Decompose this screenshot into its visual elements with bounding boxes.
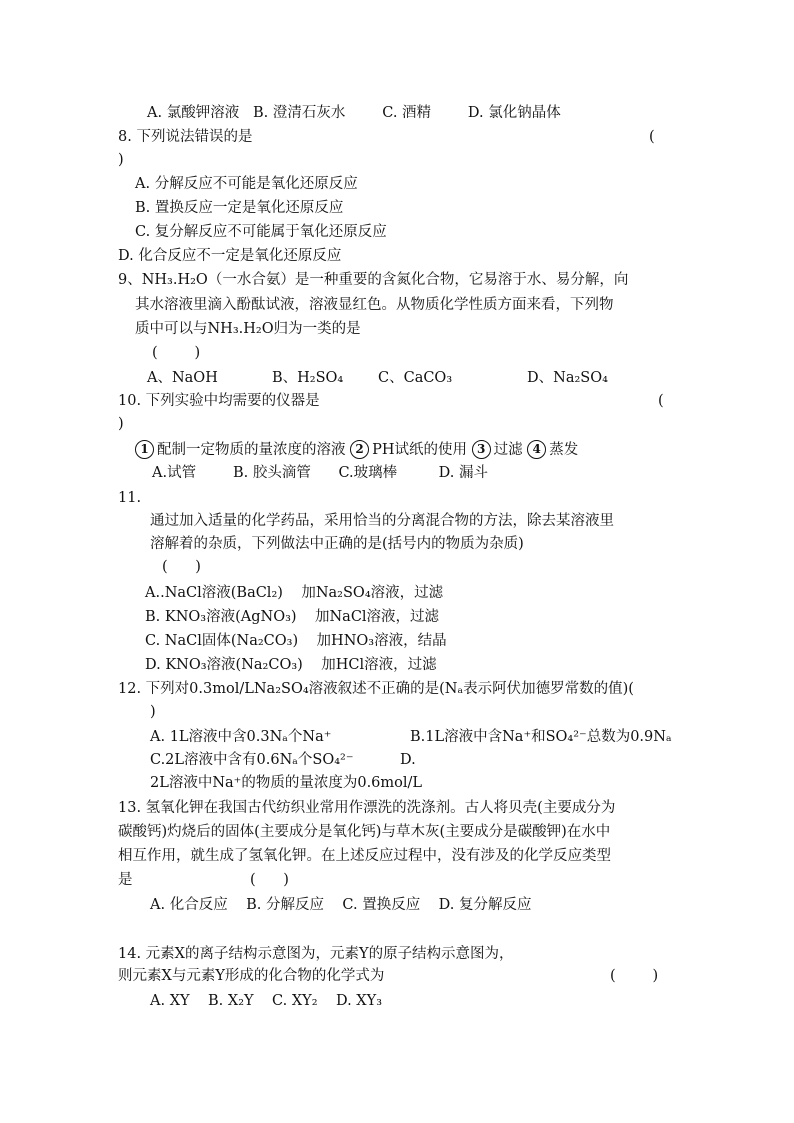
q10-items-row	[135, 440, 578, 460]
q14-options: A. XY B. X₂Y C. XY₂ D. XY₃	[150, 993, 383, 1009]
q14-answer-paren: ( )	[610, 968, 659, 984]
q9-stem-line1: 9、NH₃.H₂O（一水合氨）是一种重要的含氮化合物，它易溶于水、易分解，向	[118, 272, 629, 288]
q8-option-c: C. 复分解反应不可能属于氧化还原反应	[135, 224, 387, 240]
circled-number-2: 2	[350, 440, 369, 459]
q8-paren-open: (	[649, 129, 655, 145]
q8-option-a: A. 分解反应不可能是氧化还原反应	[135, 176, 358, 192]
q10-item-2: PH试纸的使用	[372, 442, 468, 458]
q9-option-a: A、NaOH	[147, 370, 218, 386]
q13-stem-line4: 是	[118, 872, 133, 888]
q8-option-b: B. 置换反应一定是氧化还原反应	[135, 200, 344, 216]
q11-number: 11.	[118, 490, 142, 506]
q11-option-c: C. NaCl固体(Na₂CO₃) 加HNO₃溶液，结晶	[145, 633, 447, 649]
q12-paren-close: )	[150, 704, 156, 720]
q12-option-d: 2L溶液中Na⁺的物质的量浓度为0.6mol/L	[150, 775, 423, 791]
q14-stem-line2: 则元素X与元素Y形成的化合物的化学式为	[118, 968, 385, 984]
q12-stem: 12. 下列对0.3mol/LNa₂SO₄溶液叙述不正确的是(Nₐ表示阿伏加德罗常数的值)(	[118, 681, 634, 697]
q10-paren-open: (	[658, 393, 664, 409]
q8-option-d: D. 化合反应不一定是氧化还原反应	[118, 248, 342, 264]
q11-answer-paren: ( )	[162, 559, 201, 575]
q10-stem: 10. 下列实验中均需要的仪器是	[118, 393, 320, 409]
q13-answer-paren: ( )	[250, 872, 289, 888]
circled-number-3: 3	[472, 440, 491, 459]
q10-item-3: 过滤	[493, 442, 523, 458]
q13-stem-line2: 碳酸钙)灼烧后的固体(主要成分是氧化钙)与草木灰(主要成分是碳酸钾)在水中	[118, 824, 611, 840]
q9-option-c: C、CaCO₃	[378, 370, 453, 386]
circled-number-4: 4	[527, 440, 546, 459]
q13-stem-line1: 13. 氢氧化钾在我国古代纺织业常用作漂洗的洗涤剂。古人将贝壳(主要成分为	[118, 800, 616, 816]
q9-stem-line2: 其水溶液里滴入酚酞试液，溶液显红色。从物质化学性质方面来看，下列物	[135, 297, 614, 313]
q9-stem-line3: 质中可以与NH₃.H₂O归为一类的是	[135, 321, 361, 337]
q9-option-b: B、H₂SO₄	[272, 370, 344, 386]
q11-stem-line1: 通过加入适量的化学药品，采用恰当的分离混合物的方法，除去某溶液里	[150, 513, 614, 529]
q10-item-4: 蒸发	[549, 442, 579, 458]
q11-stem-line2: 溶解着的杂质，下列做法中正确的是(括号内的物质为杂质)	[150, 536, 524, 552]
q12-option-a: A. 1L溶液中含0.3Nₐ个Na⁺	[150, 729, 332, 745]
q10-options: A.试管 B. 胶头滴管 C.玻璃棒 D. 漏斗	[152, 465, 488, 481]
q12-option-b: B.1L溶液中含Na⁺和SO₄²⁻总数为0.9Nₐ	[410, 729, 672, 745]
q8-paren-close: )	[118, 152, 124, 168]
q12-option-c: C.2L溶液中含有0.6Nₐ个SO₄²⁻	[150, 752, 354, 768]
q9-answer-paren: ( )	[152, 345, 201, 361]
q13-options: A. 化合反应 B. 分解反应 C. 置换反应 D. 复分解反应	[150, 897, 532, 913]
q11-option-d: D. KNO₃溶液(Na₂CO₃) 加HCl溶液，过滤	[145, 657, 437, 673]
q12-option-d-label: D.	[400, 752, 416, 768]
circled-number-1: 1	[135, 440, 154, 459]
q9-option-d: D、Na₂SO₄	[527, 370, 608, 386]
q10-paren-close: )	[118, 416, 124, 432]
q10-item-1: 配制一定物质的量浓度的溶液	[157, 442, 346, 458]
q11-option-a: A..NaCl溶液(BaCl₂) 加Na₂SO₄溶液，过滤	[145, 585, 444, 601]
q13-stem-line3: 相互作用，就生成了氢氧化钾。在上述反应过程中，没有涉及的化学反应类型	[118, 848, 611, 864]
q8-stem: 8. 下列说法错误的是	[118, 129, 253, 145]
q11-option-b: B. KNO₃溶液(AgNO₃) 加NaCl溶液，过滤	[145, 609, 440, 625]
q7-options: A. 氯酸钾溶液 B. 澄清石灰水 C. 酒精 D. 氯化钠晶体	[147, 105, 561, 121]
q14-stem-line1: 14. 元素X的离子结构示意图为，元素Y的原子结构示意图为，	[118, 946, 514, 962]
